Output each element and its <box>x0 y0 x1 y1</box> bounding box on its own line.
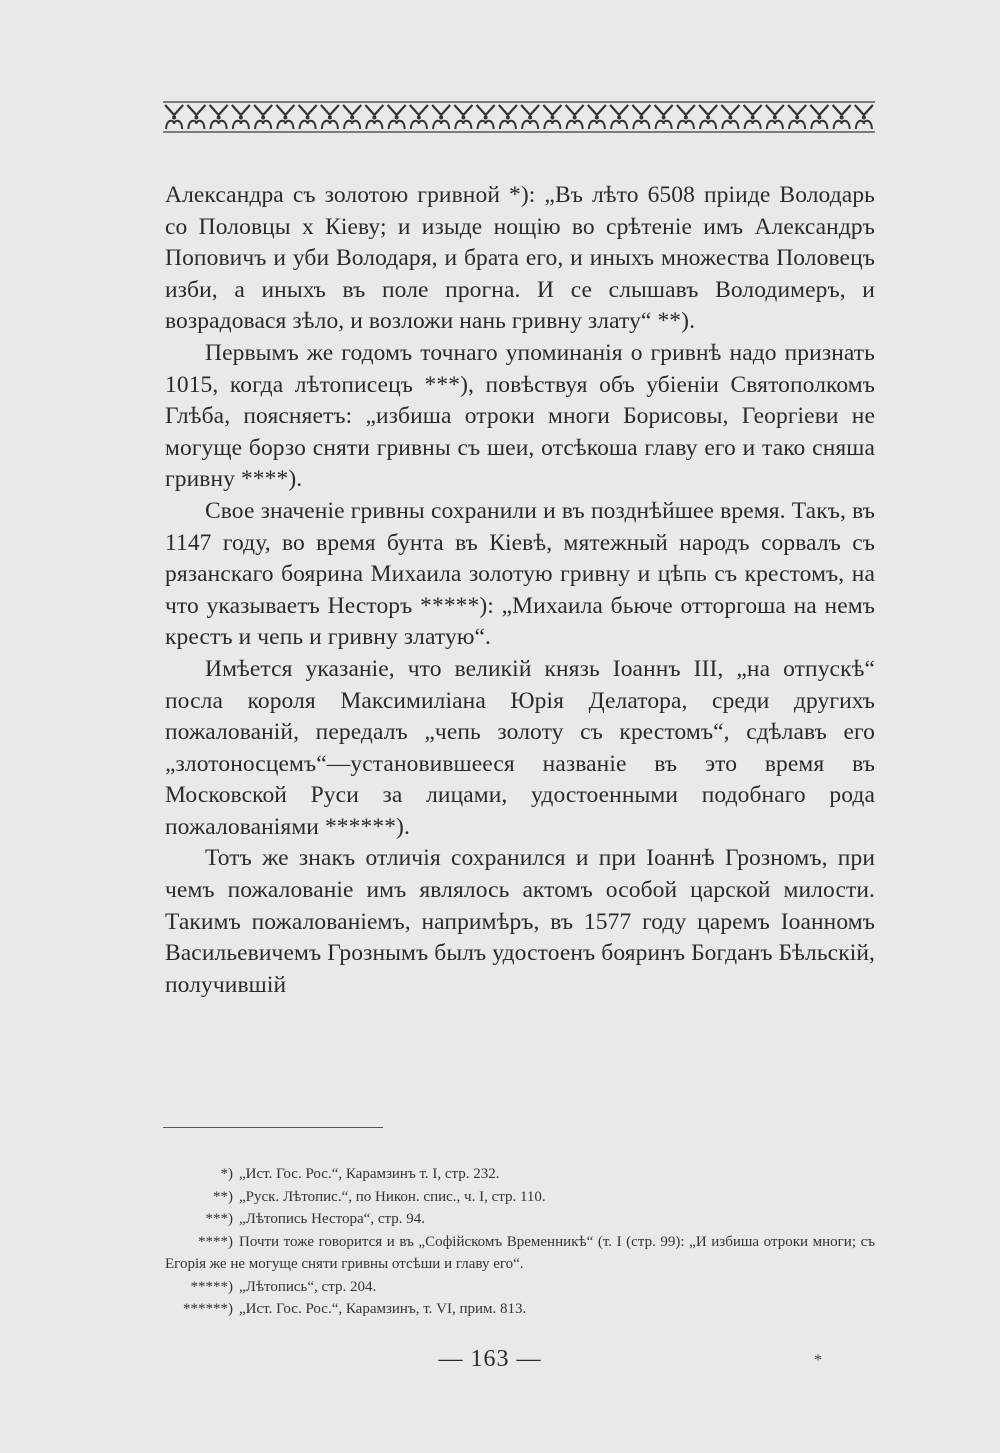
footnote-mark: ******) <box>183 1301 233 1317</box>
ornament-motif <box>788 105 806 129</box>
footnote-mark: **) <box>213 1188 233 1205</box>
footnote-4 <box>165 1231 875 1276</box>
ornament-motif <box>655 105 673 129</box>
ornament-motif <box>543 105 561 129</box>
paragraph-3: Свое значеніе гривны сохранили и въ позднѣйшее время. Такъ, въ 1147 году, во время бунта въ Кіевѣ, мятежный народъ сорвалъ съ рязанскаго боярина Михаила золотую гривну и цѣпь съ крестомъ, на что указываетъ Несторъ *****): „Михаила бьюче отторгоша на немъ крестъ и чепь и гривну златую“. <box>165 497 875 651</box>
footnote-text: Почти тоже говорится и въ „Софійскомъ Временникѣ“ (т. I (стр. 99): „И избиша отроки многи; съ Егорія же не могуще сняти гривны отсѣши и главу его“. <box>165 1233 875 1272</box>
footnote-1 <box>165 1163 875 1186</box>
paragraph-5: Тотъ же знакъ отличія сохранился и при Іоаннѣ Грозномъ, при чемъ пожалованіе имъ являлось актомъ особой царской милости. Такимъ пожалованіемъ, напримѣръ, въ 1577 году царемъ Іоанномъ Васильевичемъ Грознымъ былъ удостоенъ бояринъ Богданъ Бѣльскій, получившій <box>165 845 876 998</box>
ornament-motif <box>210 105 228 129</box>
footnote-divider <box>163 1127 383 1128</box>
footnote-text: „Ист. Гос. Рос.“, Карамзинъ т. I, стр. 232. <box>239 1166 500 1182</box>
footnote-6 <box>165 1298 875 1321</box>
ornament-motif <box>388 105 406 129</box>
ornament-motif <box>699 105 717 129</box>
footnote-text: „Лѣтопись Нестора“, стр. 94. <box>239 1211 425 1227</box>
corner-asterisk: * <box>814 1352 822 1369</box>
ornament-motif <box>321 105 339 129</box>
footnote-2 <box>165 1186 875 1209</box>
ornament-motif <box>165 105 183 129</box>
ornament-motif <box>632 105 650 129</box>
ornament-motif <box>855 105 873 129</box>
ornament-motif <box>276 105 294 129</box>
footnote-5 <box>165 1276 875 1299</box>
main-text <box>165 180 875 1001</box>
decorative-ornament-band <box>163 100 875 134</box>
footnote-mark: *****) <box>190 1278 233 1295</box>
ornament-motif <box>521 105 539 129</box>
ornament-motif <box>232 105 250 129</box>
footnote-text: „Ист. Гос. Рос.“, Карамзинъ, т. VI, прим. 813. <box>239 1301 527 1317</box>
ornament-motif <box>432 105 450 129</box>
ornament-motif <box>410 105 428 129</box>
footnote-mark: *) <box>220 1166 233 1182</box>
footnote-text: „Лѣтопись“, стр. 204. <box>239 1278 377 1295</box>
paragraph-2: Первымъ же годомъ точнаго упоминанія о гривнѣ надо признать 1015, когда лѣтописецъ ***), повѣствуя объ убіеніи Святополкомъ Глѣба, поясняетъ: „избиша отроки многи Борисовы, Георгіеви не могуще борзо сняти гривны съ шеи, отсѣкоша главу его и тако сняша гривну ****). <box>165 339 875 493</box>
ornament-motif <box>810 105 828 129</box>
ornament-motif <box>766 105 784 129</box>
footnote-mark: ***) <box>205 1211 233 1227</box>
paragraph-1: Александра съ золотою гривной *): „Въ лѣто 6508 пріиде Володарь со Половцы х Кіеву; и изыде нощію во срѣтеніе имъ Александръ Поповичъ и уби Володаря, и брата его, и иныхъ множества Половецъ изби, а иныхъ въ поле прогна. И се слышавъ Володимеръ, и возрадовася зѣло, и возложи нань гривну злату“ **). <box>165 182 875 335</box>
ornament-motif <box>343 105 361 129</box>
ornament-motif <box>499 105 517 129</box>
ornament-motif <box>721 105 739 129</box>
ornament-motif <box>744 105 762 129</box>
ornament-motif <box>477 105 495 129</box>
ornament-motif <box>610 105 628 129</box>
ornament-motif <box>454 105 472 129</box>
ornament-motif <box>833 105 851 129</box>
ornament-motif <box>299 105 317 129</box>
footnote-3 <box>165 1208 875 1231</box>
footnote-mark: ****) <box>198 1233 233 1250</box>
ornament-motif <box>254 105 272 129</box>
ornament-motif <box>566 105 584 129</box>
footnotes <box>165 1163 875 1321</box>
ornament-motif <box>187 105 205 129</box>
page-number: — 163 — <box>438 1346 542 1372</box>
ornament-motif <box>365 105 383 129</box>
footnote-text: „Руск. Лѣтопис.“, по Никон. спис., ч. I, стр. 110. <box>239 1188 546 1205</box>
ornament-motif <box>588 105 606 129</box>
ornament-motif <box>677 105 695 129</box>
paragraph-4: Имѣется указаніе, что великій князь Іоаннъ III, „на отпускѣ“ посла короля Максимиліана Юрія Делатора, среди другихъ пожалованій, передалъ „чепь золоту съ крестомъ“, сдѣлавъ его „злотоносцемъ“—установившееся названіе въ это время въ Московской Руси за лицами, удостоенными подобнаго рода пожалованіями ******). <box>165 655 875 840</box>
